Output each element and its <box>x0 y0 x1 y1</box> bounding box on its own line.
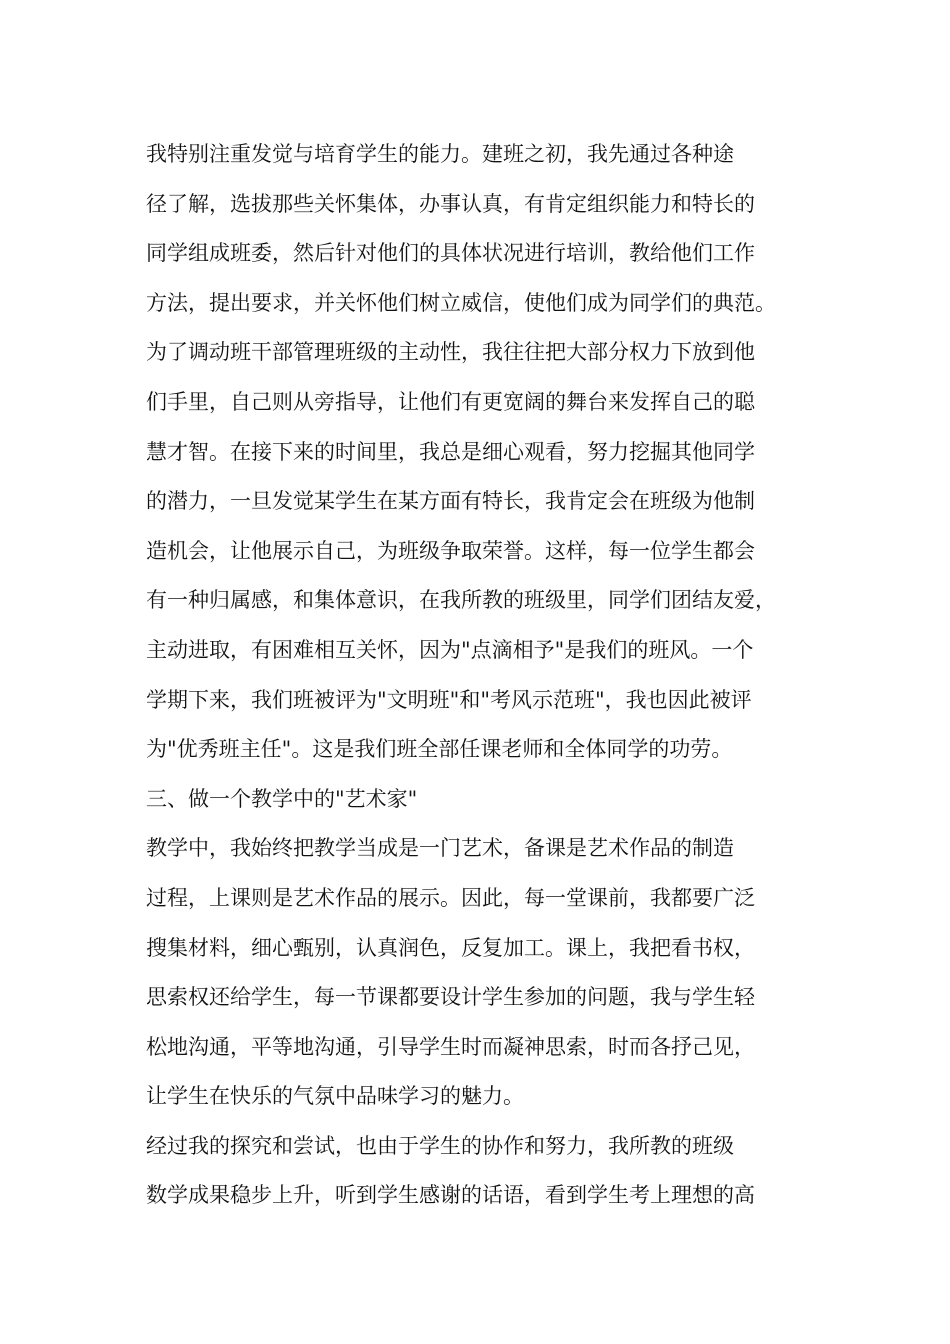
text-line: 同学组成班委，然后针对他们的具体状况进行培训，教给他们工作 <box>146 241 755 266</box>
text-line: 径了解，选拔那些关怀集体，办事认真，有肯定组织能力和特长的 <box>146 191 755 216</box>
text-line: 主动进取，有困难相互关怀，因为"点滴相予"是我们的班风。一个 <box>146 637 754 662</box>
text-line: 经过我的探究和尝试，也由于学生的协作和努力，我所教的班级 <box>146 1133 734 1158</box>
text-line: 为"优秀班主任"。这是我们班全部任课老师和全体同学的功劳。 <box>146 737 733 762</box>
text-line: 为了调动班干部管理班级的主动性，我往往把大部分权力下放到他 <box>146 340 755 365</box>
text-line: 过程，上课则是艺术作品的展示。因此，每一堂课前，我都要广泛 <box>146 885 755 910</box>
text-line: 的潜力，一旦发觉某学生在某方面有特长，我肯定会在班级为他制 <box>146 489 755 514</box>
text-line: 我特别注重发觉与培育学生的能力。建班之初，我先通过各种途 <box>146 142 734 166</box>
text-line: 搜集材料，细心甄别，认真润色，反复加工。课上，我把看书权， <box>146 935 755 960</box>
text-line: 造机会，让他展示自己，为班级争取荣誉。这样，每一位学生都会 <box>146 538 755 563</box>
text-line: 有一种归属感，和集体意识，在我所教的班级里，同学们团结友爱， <box>146 588 776 613</box>
text-line: 方法，提出要求，并关怀他们树立威信，使他们成为同学们的典范。 <box>146 290 776 315</box>
section-heading: 三、做一个教学中的"艺术家" <box>146 786 418 811</box>
text-line: 松地沟通，平等地沟通，引导学生时而凝神思索，时而各抒己见， <box>146 1034 755 1059</box>
text-line: 让学生在快乐的气氛中品味学习的魅力。 <box>146 1084 524 1109</box>
text-line: 学期下来，我们班被评为"文明班"和"考风示范班"，我也因此被评 <box>146 687 752 712</box>
text-line: 慧才智。在接下来的时间里，我总是细心观看，努力挖掘其他同学 <box>146 439 755 464</box>
text-line: 们手里，自己则从旁指导，让他们有更宽阔的舞台来发挥自己的聪 <box>146 389 755 414</box>
text-line: 数学成果稳步上升，听到学生感谢的话语，看到学生考上理想的高 <box>146 1183 755 1208</box>
text-line: 思索权还给学生，每一节课都要设计学生参加的问题，我与学生轻 <box>146 985 755 1010</box>
text-line: 教学中，我始终把教学当成是一门艺术，备课是艺术作品的制造 <box>146 836 734 861</box>
body-text <box>146 130 836 1221</box>
